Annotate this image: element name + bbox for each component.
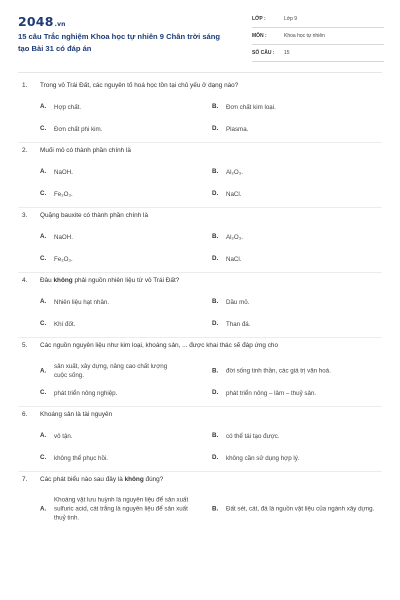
answer-option-d[interactable] (212, 120, 380, 142)
answer-options (0, 293, 400, 337)
question-number: 7. (22, 476, 28, 483)
question-number: 4. (22, 277, 28, 284)
question-text: Muối mỏ có thành phần chính là (40, 147, 131, 154)
option-text: vô tận. (54, 433, 73, 440)
logo-suffix: .vn (54, 21, 66, 28)
option-letter: D. (212, 255, 219, 262)
option-text: Đất sét, cát, đá là nguồn vật liệu của ngành xây dựng. (226, 505, 375, 513)
option-letter: B. (212, 432, 219, 439)
question-number: 1. (22, 82, 28, 89)
option-letter: B. (212, 298, 219, 305)
option-letter: C. (40, 389, 47, 396)
question-2 (0, 143, 400, 207)
site-logo[interactable] (18, 14, 66, 29)
option-text: Plasma. (226, 126, 249, 133)
meta-row-subject (252, 31, 384, 45)
question-text (40, 277, 370, 284)
answer-options (0, 163, 400, 207)
option-text: NaOH. (54, 234, 73, 241)
answer-option-d[interactable] (212, 384, 380, 406)
question-text (40, 476, 370, 483)
question-text-emphasis: không (53, 277, 73, 284)
answer-options (0, 228, 400, 272)
option-text: sản xuất, xây dựng, nâng cao chất lượng cuộc sống. (54, 363, 168, 379)
option-text: Đơn chất phi kim. (54, 126, 103, 133)
meta-info (252, 14, 384, 65)
question-number: 2. (22, 147, 28, 154)
option-letter: D. (212, 389, 219, 396)
question-list (0, 78, 400, 526)
option-letter: A. (40, 298, 47, 305)
question-header (0, 273, 400, 293)
option-text: Fe₂O₃. (54, 256, 73, 263)
answer-option-b[interactable] (212, 358, 380, 384)
question-7 (0, 472, 400, 526)
answer-option-d[interactable] (212, 250, 380, 272)
option-letter: A. (40, 233, 47, 240)
answer-option-c[interactable] (40, 384, 208, 406)
answer-option-a[interactable] (40, 228, 208, 250)
option-text: Khoáng vật lưu huỳnh là nguyên liệu để sản xuất sulfuric acid, cát trắng là nguyên liệu để sản xuất thuỷ tinh. (54, 496, 189, 522)
question-4 (0, 273, 400, 337)
question-5 (0, 338, 400, 406)
header-divider (18, 72, 382, 73)
question-1 (0, 78, 400, 142)
option-letter: B. (212, 233, 219, 240)
option-text: Fe₂O₃. (54, 191, 73, 198)
option-text: không thể phục hồi. (54, 455, 109, 462)
meta-row-class (252, 14, 384, 28)
answer-option-d[interactable] (212, 449, 380, 471)
answer-option-c[interactable] (40, 449, 208, 471)
question-text-after: phải nguồn nhiên liệu từ vỏ Trái Đất? (72, 277, 180, 284)
option-letter: D. (212, 190, 219, 197)
question-text-before: Các phát biểu nào sau đây là (40, 476, 125, 483)
answer-option-b[interactable] (212, 492, 380, 526)
option-letter: D. (212, 454, 219, 461)
question-number: 6. (22, 411, 28, 418)
question-text: Quặng bauxite có thành phần chính là (40, 212, 149, 219)
option-letter: C. (40, 320, 47, 327)
meta-row-count (252, 48, 384, 62)
option-text: NaOH. (54, 169, 73, 176)
question-6 (0, 407, 400, 471)
answer-option-c[interactable] (40, 120, 208, 142)
answer-options (0, 98, 400, 142)
question-header (0, 407, 400, 427)
option-text: Đơn chất kim loại. (226, 104, 276, 111)
answer-option-a[interactable] (40, 163, 208, 185)
option-text: NaCl. (226, 191, 242, 198)
option-letter: A. (40, 432, 47, 439)
answer-option-a[interactable] (40, 98, 208, 120)
option-text: phát triển nông nghiệp. (54, 390, 118, 397)
option-text: Dầu mỏ. (226, 299, 250, 306)
option-letter: C. (40, 454, 47, 461)
option-letter: D. (212, 320, 219, 327)
question-text: Trong vỏ Trái Đất, các nguyên tố hoá học tồn tại chủ yếu ở dạng nào? (40, 82, 239, 89)
question-header (0, 143, 400, 163)
question-number: 3. (22, 212, 28, 219)
option-text: Than đá. (226, 321, 251, 328)
answer-option-a[interactable] (40, 293, 208, 315)
page-header (0, 0, 400, 66)
option-letter: C. (40, 190, 47, 197)
option-letter: A. (40, 505, 47, 513)
option-letter: A. (40, 103, 47, 110)
option-text: Al₂O₃. (226, 234, 243, 241)
option-letter: C. (40, 255, 47, 262)
option-letter: C. (40, 125, 47, 132)
option-text: đời sống tinh thần, các giá trị văn hoá. (226, 367, 331, 375)
answer-option-c[interactable] (40, 185, 208, 207)
answer-option-b[interactable] (212, 98, 380, 120)
question-3 (0, 208, 400, 272)
option-letter: D. (212, 125, 219, 132)
meta-key: MÔN : (252, 33, 267, 39)
option-text: Nhiên liệu hạt nhân. (54, 299, 110, 306)
option-letter: B. (212, 505, 219, 513)
answer-option-c[interactable] (40, 250, 208, 272)
question-header (0, 338, 400, 358)
option-text: Al₂O₃. (226, 169, 243, 176)
answer-option-b[interactable] (212, 427, 380, 449)
meta-key: SỐ CÂU : (252, 50, 275, 56)
question-number: 5. (22, 342, 28, 349)
answer-option-d[interactable] (212, 185, 380, 207)
answer-option-c[interactable] (40, 315, 208, 337)
answer-option-a[interactable] (40, 358, 208, 384)
option-letter: A. (40, 367, 47, 375)
option-text: Hợp chất. (54, 104, 82, 111)
option-letter: A. (40, 168, 47, 175)
question-text-before: Đâu (40, 277, 54, 284)
answer-options (0, 492, 400, 526)
document-title: 15 câu Trắc nghiệm Khoa học tự nhiên 9 Chân trời sáng tạo Bài 31 có đáp án (18, 32, 221, 53)
option-text: Khí đốt. (54, 321, 76, 328)
question-text: Các nguồn nguyên liệu như kim loại, khoáng sản, ... được khai thác sẽ đáp ứng cho (40, 342, 279, 349)
question-text: Khoáng sản là tài nguyên (40, 411, 113, 418)
meta-key: LỚP : (252, 16, 266, 22)
meta-value: 15 (284, 50, 290, 56)
answer-options (0, 427, 400, 471)
answer-option-a[interactable] (40, 492, 208, 526)
option-text: NaCl. (226, 256, 242, 263)
answer-option-b[interactable] (212, 163, 380, 185)
answer-option-b[interactable] (212, 228, 380, 250)
answer-option-d[interactable] (212, 315, 380, 337)
answer-options (0, 358, 400, 406)
option-text: phát triển nông – lâm – thuỷ sản. (226, 390, 317, 397)
question-text-emphasis: không (124, 476, 144, 483)
question-header (0, 472, 400, 492)
answer-option-a[interactable] (40, 427, 208, 449)
question-header (0, 208, 400, 228)
question-text-after: đúng? (143, 476, 164, 483)
option-letter: B. (212, 367, 219, 375)
option-letter: B. (212, 103, 219, 110)
meta-value: Lớp 9 (284, 16, 298, 22)
option-text: không cần sử dụng hợp lý. (226, 455, 300, 462)
option-text: có thể tái tạo được. (226, 433, 280, 440)
answer-option-b[interactable] (212, 293, 380, 315)
meta-value: Khoa học tự nhiên (284, 33, 325, 39)
question-header (0, 78, 400, 98)
logo-main: 2048 (18, 14, 54, 29)
option-letter: B. (212, 168, 219, 175)
